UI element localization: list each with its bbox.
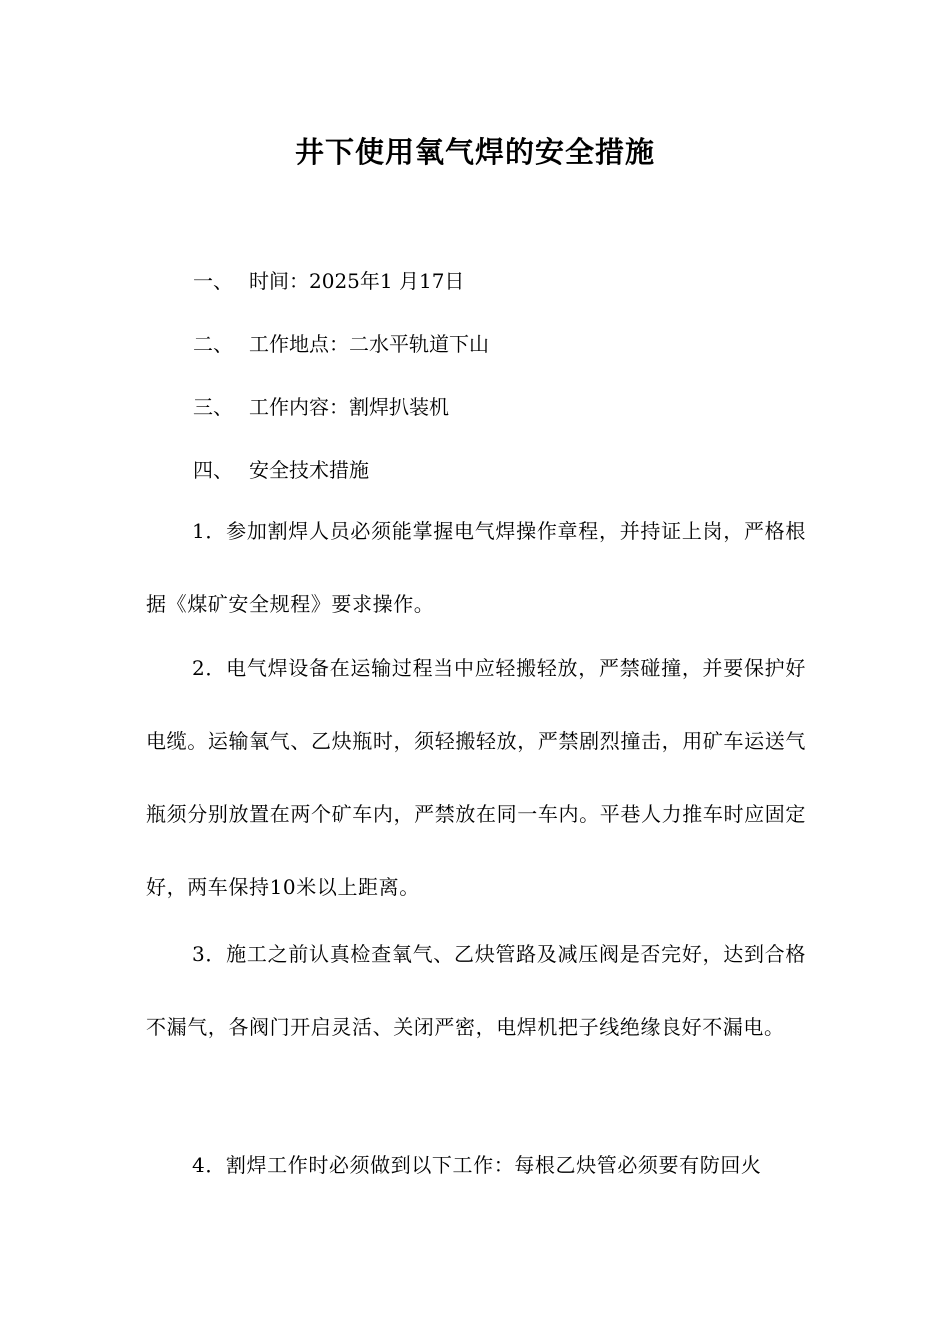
paragraph-2: 2．电气焊设备在运输过程当中应轻搬轻放，严禁碰撞，并要保护好电缆。运输氧气、乙炔瓶时，须轻搬轻放，严禁剧烈撞击，用矿车运送气瓶须分别放置在两个矿车内，严禁放在同一车内。平巷人力推车时应固定好，两车保持10米以上距离。	[146, 656, 806, 899]
heading-content	[193, 393, 449, 421]
heading-number: 四、	[193, 458, 233, 482]
paragraph-4: 4．割焊工作时必须做到以下工作：每根乙炔管必须要有防回火	[192, 1153, 762, 1177]
heading-location	[193, 330, 489, 358]
heading-number: 三、	[193, 395, 233, 419]
paragraph-3: 3．施工之前认真检查氧气、乙炔管路及减压阀是否完好，达到合格不漏气，各阀门开启灵活、关闭严密，电焊机把子线绝缘良好不漏电。	[146, 942, 806, 1039]
document-title: 井下使用氧气焊的安全措施	[294, 135, 655, 169]
heading-number: 一、	[193, 269, 233, 293]
heading-text: 工作地点：二水平轨道下山	[249, 332, 489, 356]
heading-text: 安全技术措施	[249, 458, 369, 482]
heading-safety-measures	[193, 456, 369, 484]
heading-text: 工作内容：割焊扒装机	[249, 395, 449, 419]
heading-time	[193, 267, 464, 295]
heading-text: 时间：2025年1 月17日	[249, 269, 465, 293]
paragraph-1: 1．参加割焊人员必须能掌握电气焊操作章程，并持证上岗，严格根据《煤矿安全规程》要求操作。	[146, 519, 806, 616]
heading-number: 二、	[193, 332, 233, 356]
